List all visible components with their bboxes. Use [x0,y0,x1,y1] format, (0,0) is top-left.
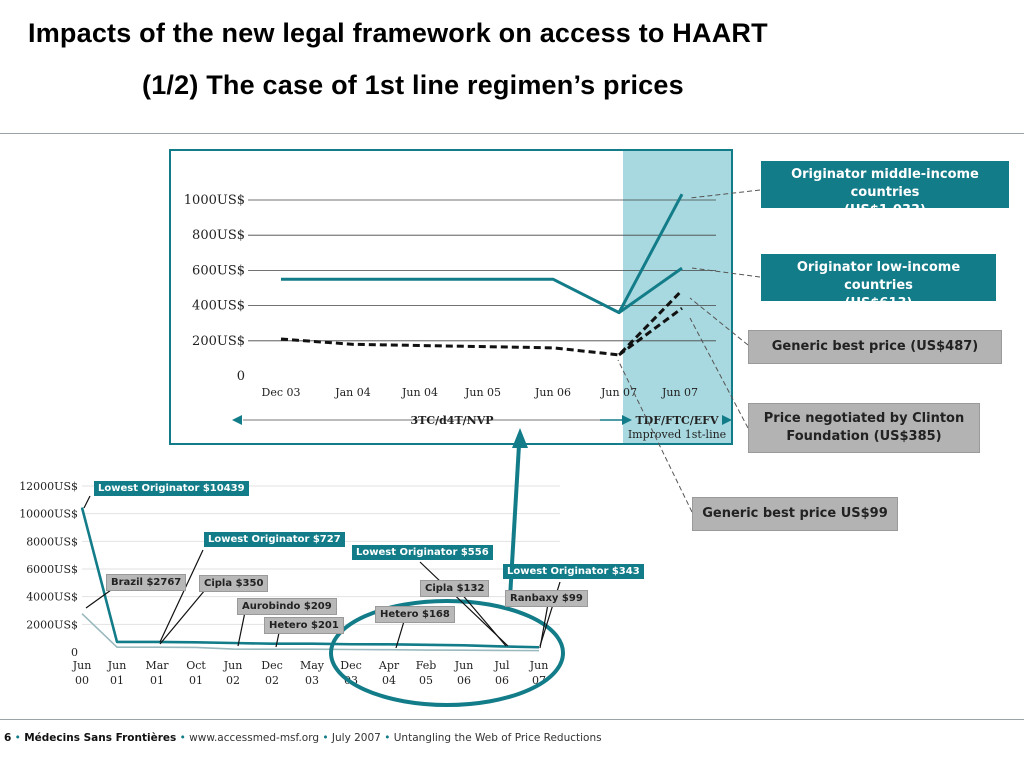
footer-url: www.accessmed-msf.org [189,732,320,744]
annotation-originator-middle-income [761,161,1009,218]
tag-lowest-originator-10439: Lowest Originator $10439 [94,481,249,496]
tag-lowest-originator-556: Lowest Originator $556 [352,545,493,560]
lower-ytick-label: 12000US$ [19,480,78,493]
lower-xtick-label: May [299,659,325,672]
upper-ytick-label: 600US$ [192,263,245,279]
lower-xtick-label: 01 [150,674,164,687]
lower-xtick-label: 04 [382,674,396,687]
annotation-generic-best-price: Generic best price (US$487) [748,330,1002,364]
lower-xtick-label: Oct [186,659,206,672]
footer-page: 6 [4,732,12,744]
lower-xtick-label: 06 [457,674,471,687]
upper-ytick-label: 200US$ [192,333,245,349]
slide-subtitle: (1/2) The case of 1st line regimen’s prices [142,70,684,100]
lower-xtick-label: Feb [415,659,437,672]
footer-publication: Untangling the Web of Price Reductions [393,732,602,744]
lower-ytick-label: 10000US$ [19,507,78,521]
upper-ytick-label: 1000US$ [183,193,245,208]
lower-xtick-label: Dec [340,659,362,672]
lower-xtick-label: Apr [378,659,400,672]
highlight-region-label: TDF/FTC/EFV [635,414,719,427]
upper-xtick-label: Jun 07 [600,386,638,399]
lower-xtick-label: 03 [305,674,319,687]
upper-xtick-label: Jun 07 [661,386,699,399]
tag-cipla-132: Cipla $132 [420,580,489,597]
tag-cipla-350: Cipla $350 [199,575,268,592]
upper-xtick-label: Dec 03 [261,386,301,399]
lower-xtick-label: Jun [72,659,92,672]
footer-date: July 2007 [331,732,381,744]
tag-lowest-originator-343: Lowest Originator $343 [503,564,644,579]
footer: 6 • Médecins Sans Frontières • www.accessmed-msf.org • July 2007 • Untangling the Web of Price Reductions [4,732,602,744]
upper-ytick-label: 400US$ [192,298,245,314]
lower-xtick-label: Dec [261,659,283,672]
lower-xtick-label: 06 [495,674,509,687]
lower-xtick-label: Jun [454,659,474,672]
upper-xtick-label: Jun 05 [464,386,502,399]
annotation-clinton-foundation: Price negotiated by Clinton Foundation (US$385) [748,403,980,453]
lower-xtick-label: 07 [532,674,546,687]
tag-hetero-168: Hetero $168 [375,606,455,623]
lower-xtick-label: 03 [344,674,358,687]
regimen-label: 3TC/d4T/NVP [410,414,494,427]
tag-aurobindo: Aurobindo $209 [237,598,337,615]
highlight-region-sublabel: Improved 1st-line [627,428,727,441]
lower-xtick-label: Jun [529,659,549,672]
lower-xtick-label: Jun [223,659,243,672]
tag-lowest-originator-727: Lowest Originator $727 [204,532,345,547]
upper-xtick-label: Jun 04 [401,386,439,399]
annotation-generic-best-price-99: Generic best price US$99 [692,497,898,531]
lower-xtick-label: 01 [189,674,203,687]
lower-ytick-label: 6000US$ [26,563,78,576]
annotation-line2: (US$1,033) [844,203,926,218]
lower-xtick-label: 05 [419,674,433,687]
tag-hetero-201: Hetero $201 [264,617,344,634]
lower-ytick-label: 8000US$ [26,535,78,549]
upper-ytick-label: 0 [236,369,245,384]
footer-org: Médecins Sans Frontières [24,732,177,744]
lower-ytick-label: 0 [71,646,78,659]
tag-brazil: Brazil $2767 [106,574,186,591]
annotation-originator-low-income: Originator low-income countries (US$613) [761,254,996,301]
annotation-line1: Originator middle-income countries [791,167,979,200]
tag-ranbaxy: Ranbaxy $99 [505,590,588,607]
upper-xtick-label: Jan 04 [335,386,371,399]
slide-title: Impacts of the new legal framework on access to HAART [28,18,768,48]
lower-ytick-label: 4000US$ [26,590,78,604]
lower-xtick-label: 00 [75,674,89,687]
lower-xtick-label: 02 [226,674,240,687]
lower-xtick-label: 01 [110,674,124,687]
lower-xtick-label: 02 [265,674,279,687]
lower-ytick-label: 2000US$ [26,618,78,632]
upper-xtick-label: Jun 06 [534,386,572,399]
lower-xtick-label: Jul [494,659,510,672]
lower-xtick-label: Mar [145,659,169,672]
upper-ytick-label: 800US$ [192,228,245,244]
lower-xtick-label: Jun [107,659,127,672]
